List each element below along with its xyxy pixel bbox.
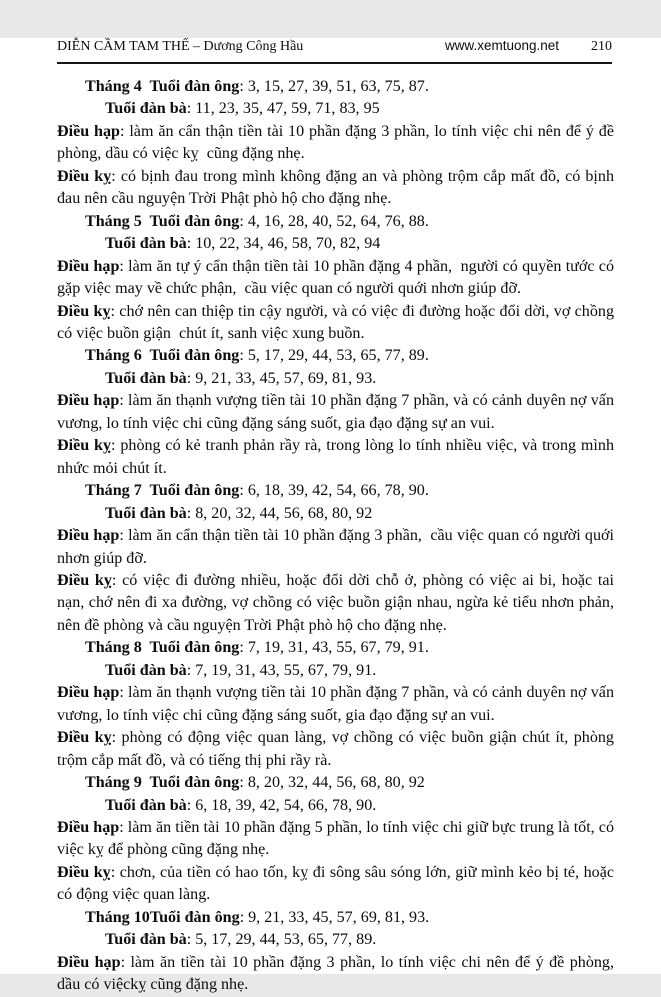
hap-label: Điều hạp — [57, 392, 120, 410]
hap-paragraph — [57, 682, 619, 727]
ky-text: : phòng có kẻ tranh phản rầy rà, trong lòng lo tính nhiều việc, và trong mình nhức mỏi chút ít. — [57, 437, 619, 477]
women-ages: : 8, 20, 32, 44, 56, 68, 80, 92 — [186, 504, 373, 522]
website-url: www.xemtuong.net — [444, 38, 559, 53]
women-label: Tuổi đàn bà — [105, 369, 187, 387]
month-section-8 — [57, 637, 619, 772]
month-men-label: Tháng 7 Tuổi đàn ông — [85, 482, 240, 500]
hap-label: Điều hạp — [57, 527, 120, 545]
men-ages: : 7, 19, 31, 43, 55, 67, 79, 91. — [239, 639, 429, 657]
month-section-7 — [57, 480, 619, 637]
ky-paragraph — [57, 435, 619, 480]
women-ages: : 11, 23, 35, 47, 59, 71, 83, 95 — [186, 100, 380, 118]
men-ages-line — [57, 76, 614, 98]
hap-paragraph — [57, 390, 619, 435]
men-ages: : 4, 16, 28, 40, 52, 64, 76, 88. — [239, 212, 429, 230]
men-ages: : 5, 17, 29, 44, 53, 65, 77, 89. — [239, 347, 429, 365]
women-ages-line — [57, 503, 614, 525]
men-ages: : 6, 18, 39, 42, 54, 66, 78, 90. — [239, 482, 429, 500]
page-number: 210 — [591, 39, 612, 54]
month-section-4 — [57, 76, 619, 211]
hap-label: Điều hạp — [57, 122, 120, 140]
hap-paragraph — [57, 817, 619, 862]
hap-text: : làm ăn thạnh vượng tiền tài 10 phần đặng 7 phần, và có cảnh duyên nợ vấn vương, lo tính việc chi cũng đặng sáng suốt, gia đạo đặng sự an vui. — [57, 392, 619, 432]
ky-paragraph — [57, 570, 619, 637]
month-section-10 — [57, 907, 619, 997]
ky-label: Điều kỵ — [57, 571, 112, 589]
hap-text: : làm ăn thạnh vượng tiền tài 10 phần đặng 7 phần, và có cảnh duyên nợ vấn vương, lo tính việc chi cũng đặng sáng suốt, gia đạo đặng sự an vui. — [57, 684, 619, 724]
ky-paragraph — [57, 166, 619, 211]
men-ages-line — [57, 907, 614, 929]
ky-paragraph — [57, 727, 619, 772]
ky-label: Điều kỵ — [57, 302, 111, 320]
month-section-5 — [57, 211, 619, 346]
hap-text: : làm ăn cẩn thận tiền tài 10 phần đặng 3 phần, cầu việc quan có người quới nhơn giúp đỡ. — [57, 527, 619, 567]
women-label: Tuổi đàn bà — [105, 235, 187, 253]
hap-paragraph — [57, 256, 619, 301]
men-ages: : 9, 21, 33, 45, 57, 69, 81, 93. — [239, 908, 430, 926]
page-content — [57, 76, 619, 997]
header-right — [445, 38, 612, 55]
hap-text: : làm ăn tiền tài 10 phần đặng 5 phần, lo tính việc chi giữ bực trung là tốt, có việc kỵ để phòng cũng đặng nhẹ. — [57, 818, 619, 859]
month-men-label: Tháng 4 Tuổi đàn ông — [85, 78, 240, 95]
ky-text: : chớ nên can thiệp tin cậy người, và có việc đi đường hoặc đổi dời, vợ chồng có việc buồn giận chút ít, sanh việc xung buồn. — [57, 302, 619, 342]
men-ages: : 8, 20, 32, 44, 56, 68, 80, 92 — [239, 774, 425, 792]
hap-text: : làm ăn tự ý cẩn thận tiền tài 10 phần đặng 4 phần, người có quyền tước có gặp việc may về chức phận, cầu việc quan có người quới nhơn giúp đỡ. — [57, 257, 619, 298]
women-ages-line — [57, 929, 614, 951]
month-men-label: Tháng 6 Tuổi đàn ông — [85, 347, 240, 365]
women-ages-line — [57, 368, 614, 390]
women-ages-line — [57, 233, 614, 255]
women-ages-line — [57, 98, 614, 120]
book-title: DIỄN CẦM TAM THẾ – Dương Công Hầu — [57, 39, 304, 54]
men-ages-line — [57, 637, 614, 659]
month-section-9 — [57, 772, 619, 907]
men-ages-line — [57, 345, 614, 367]
ky-paragraph — [57, 301, 619, 346]
ky-text: : có bịnh đau trong mình không đặng an và phòng trộm cắp mất đồ, có bịnh đau nên cầu nguyện Trời Phật phò hộ cho đặng nhẹ. — [57, 167, 619, 208]
men-ages: : 3, 15, 27, 39, 51, 63, 75, 87. — [239, 78, 429, 95]
ky-text: : có việc đi đường nhiều, hoặc đổi dời chỗ ở, phòng có việc ai bi, hoặc tai nạn, chớ nên đi xa đường, vợ chồng có việc buồn giận nhau, ngừa kẻ tiểu nhơn phản, nên đề phòng và cầu nguyện Trời Phật phò hộ cho đặng nhẹ. — [57, 571, 619, 634]
ky-paragraph — [57, 862, 619, 907]
month-men-label: Tháng 5 Tuổi đàn ông — [85, 212, 240, 230]
women-ages: : 5, 17, 29, 44, 53, 65, 77, 89. — [186, 931, 377, 949]
hap-label: Điều hạp — [57, 257, 120, 275]
women-ages: : 10, 22, 34, 46, 58, 70, 82, 94 — [186, 235, 381, 253]
month-men-label: Tháng 10Tuổi đàn ông — [85, 908, 240, 926]
ky-text: : phòng có động việc quan làng, vợ chồng có việc buồn giận chút ít, phòng trộm cắp mất đồ, và có tiếng thị phi rầy rà. — [57, 729, 619, 769]
men-ages-line — [57, 772, 614, 794]
header-divider — [57, 62, 612, 64]
women-label: Tuổi đàn bà — [105, 661, 187, 679]
month-men-label: Tháng 8 Tuổi đàn ông — [85, 639, 240, 657]
women-label: Tuổi đàn bà — [105, 504, 187, 522]
document-page — [0, 38, 661, 994]
women-label: Tuổi đàn bà — [105, 100, 187, 118]
hap-label: Điều hạp — [57, 684, 120, 702]
hap-paragraph — [57, 952, 619, 997]
men-ages-line — [57, 211, 614, 233]
month-men-label: Tháng 9 Tuổi đàn ông — [85, 774, 240, 792]
page-header — [57, 38, 612, 55]
hap-paragraph — [57, 525, 619, 570]
women-label: Tuổi đàn bà — [105, 931, 187, 949]
women-ages: : 9, 21, 33, 45, 57, 69, 81, 93. — [186, 369, 377, 387]
hap-label: Điều hạp — [57, 818, 120, 836]
ky-label: Điều kỵ — [57, 863, 111, 881]
hap-text: : làm ăn tiền tài 10 phần đặng 3 phần, lo tính việc chi nên để ý đề phòng, dầu có việckỵ cũng đặng nhẹ. — [57, 953, 619, 994]
women-label: Tuổi đàn bà — [105, 796, 187, 814]
ky-label: Điều kỵ — [57, 167, 112, 185]
ky-text: : chơn, của tiền có hao tốn, kỵ đi sông sâu sóng lớn, giữ mình kẻo bị té, hoặc có động việc quan làng. — [57, 863, 619, 904]
hap-text: : làm ăn cẩn thận tiền tài 10 phần đặng 3 phần, lo tính việc chi nên để ý đề phòng, dầu có việc kỵ cũng đặng nhẹ. — [57, 122, 619, 163]
hap-paragraph — [57, 121, 619, 166]
month-section-6 — [57, 345, 619, 480]
hap-label: Điều hạp — [57, 953, 121, 971]
women-ages-line — [57, 795, 614, 817]
ky-label: Điều kỵ — [57, 437, 112, 455]
women-ages-line — [57, 660, 614, 682]
women-ages: : 6, 18, 39, 42, 54, 66, 78, 90. — [186, 796, 377, 814]
ky-label: Điều kỵ — [57, 729, 112, 747]
men-ages-line — [57, 480, 614, 502]
women-ages: : 7, 19, 31, 43, 55, 67, 79, 91. — [186, 661, 377, 679]
